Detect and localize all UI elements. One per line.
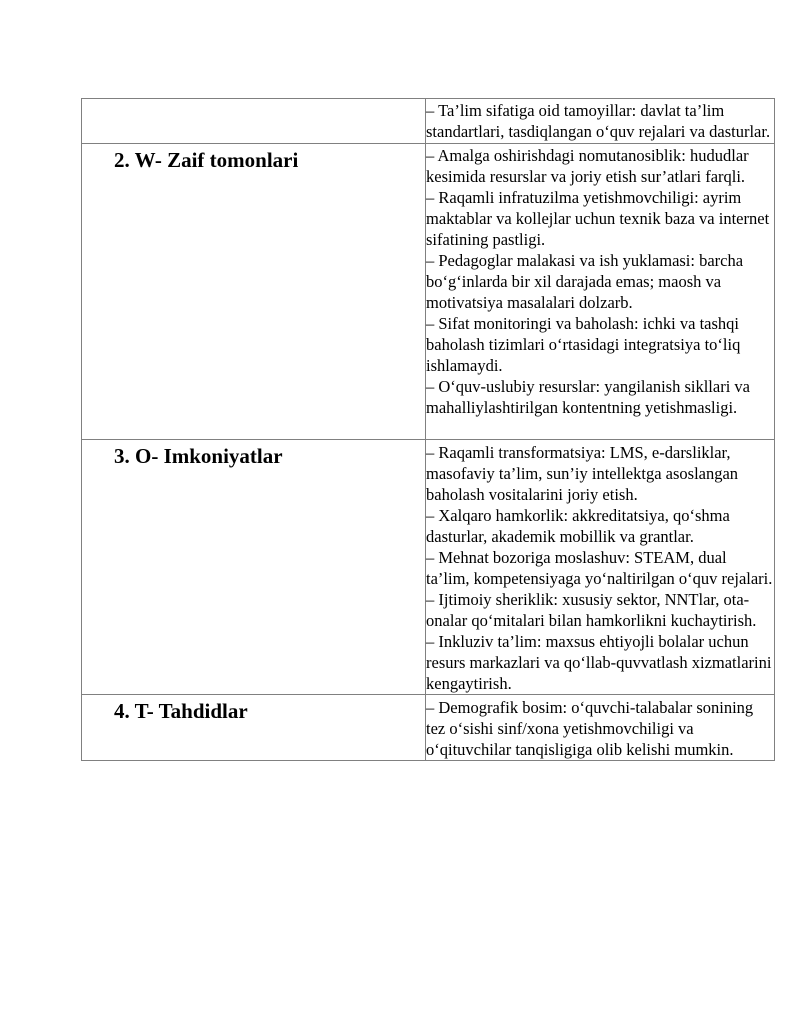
table-row: [82, 695, 775, 761]
row-content-cell: [426, 440, 775, 695]
row-heading-cell: [82, 99, 426, 144]
list-item: – Raqamli transformatsiya: LMS, e-darsliklar, masofaviy ta’lim, sun’iy intellektga asoslangan baholash vositalarini joriy etish.: [426, 443, 739, 504]
row-heading-cell: [82, 144, 426, 440]
row-content-cell: [426, 695, 775, 761]
section-heading-weaknesses: 2. W- Zaif tomonlari: [114, 148, 299, 172]
section-heading-threats: 4. T- Tahdidlar: [114, 699, 248, 723]
row-heading-cell: [82, 695, 426, 761]
list-item: – Ta’lim sifatiga oid tamoyillar: davlat ta’lim standartlari, tasdiqlangan o‘quv rejalari va dasturlar.: [426, 101, 771, 141]
list-item: – Amalga oshirishdagi nomutanosiblik: hududlar kesimida resurslar va joriy etish sur’atlari farqli.: [426, 146, 749, 186]
list-item: – Inkluziv ta’lim: maxsus ehtiyojli bolalar uchun resurs markazlari va qo‘llab-quvvatlash xizmatlarini kengaytirish.: [426, 632, 772, 693]
list-item: – Mehnat bozoriga moslashuv: STEAM, dual ta’lim, kompetensiyaga yo‘naltirilgan o‘quv rejalari.: [426, 548, 773, 588]
table-row: [82, 99, 775, 144]
list-item: – Ijtimoiy sheriklik: xususiy sektor, NNTlar, ota-onalar qo‘mitalari bilan hamkorlikni kuchaytirish.: [426, 590, 757, 630]
swot-table: [81, 98, 775, 761]
row-heading-cell: [82, 440, 426, 695]
row-content-cell: [426, 144, 775, 440]
row-content-cell: [426, 99, 775, 144]
list-item: – Raqamli infratuzilma yetishmovchiligi: ayrim maktablar va kollejlar uchun texnik baza va internet sifatining pastligi.: [426, 188, 770, 249]
table-row: [82, 144, 775, 440]
list-item: – Pedagoglar malakasi va ish yuklamasi: barcha bo‘g‘inlarda bir xil darajada emas; maosh va motivatsiya masalalari dolzarb.: [426, 251, 744, 312]
table-row: [82, 440, 775, 695]
section-heading-opportunities: 3. O- Imkoniyatlar: [114, 444, 283, 468]
list-item: – Demografik bosim: o‘quvchi-talabalar sonining tez o‘sishi sinf/xona yetishmovchiligi va o‘qituvchilar tanqisligiga olib kelishi mumkin.: [426, 698, 754, 759]
list-item: – Xalqaro hamkorlik: akkreditatsiya, qo‘shma dasturlar, akademik mobillik va grantlar.: [426, 506, 730, 546]
list-item: – O‘quv-uslubiy resurslar: yangilanish sikllari va mahalliylashtirilgan kontentning yetishmasligi.: [426, 377, 750, 417]
list-item: – Sifat monitoringi va baholash: ichki va tashqi baholash tizimlari o‘rtasidagi integratsiya to‘liq ishlamaydi.: [426, 314, 741, 375]
